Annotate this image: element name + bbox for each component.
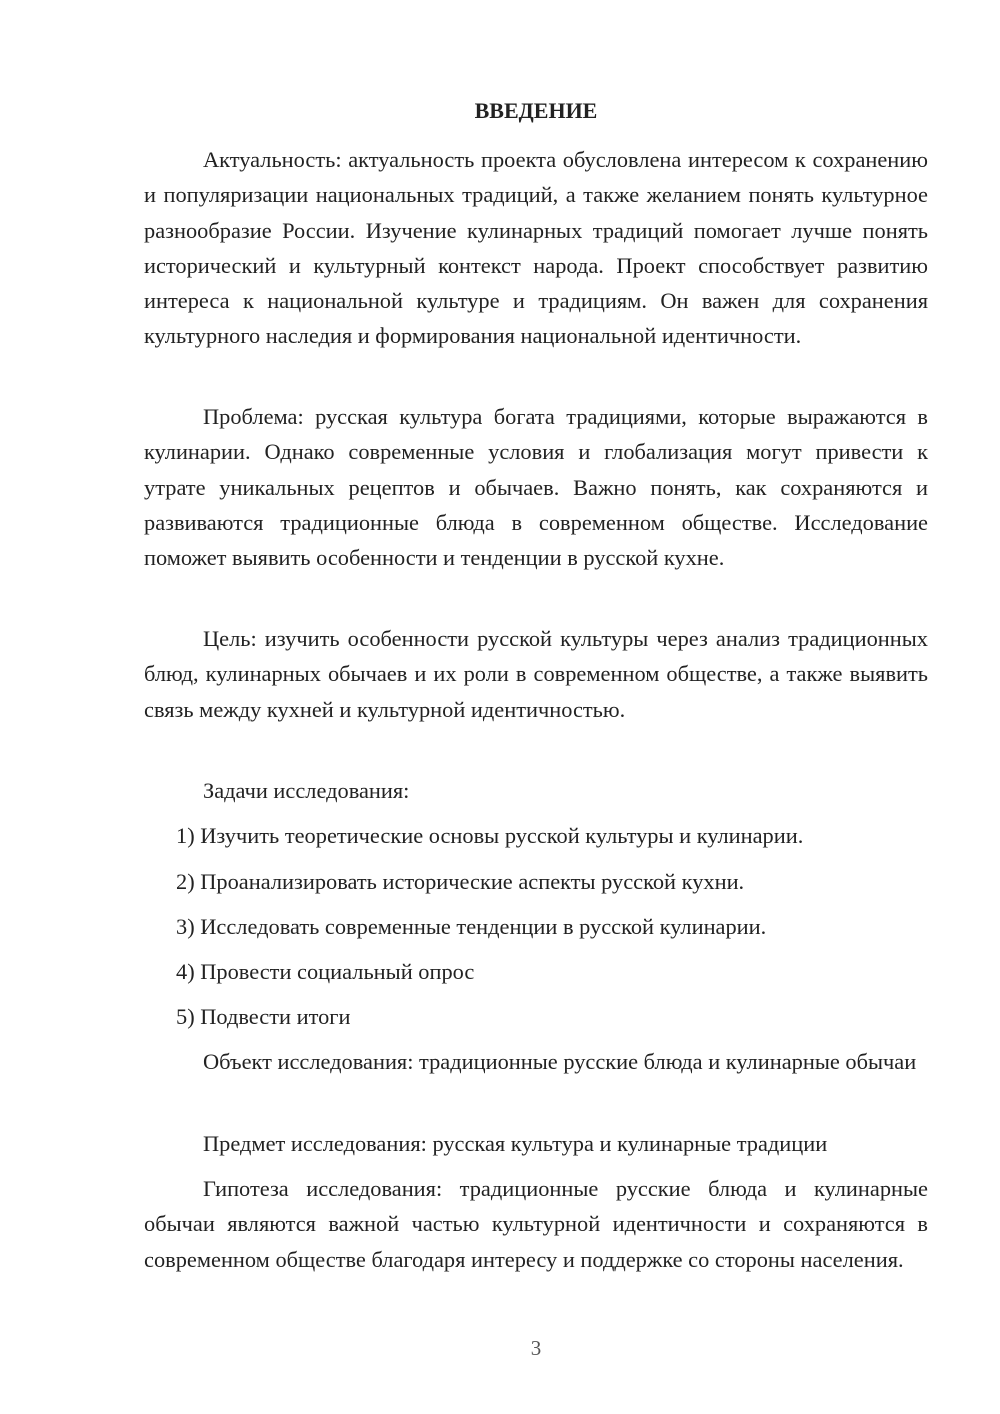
subject-paragraph: Предмет исследования: русская культура и кулинарные традиции — [203, 1131, 828, 1156]
task-item: 4) Провести социальный опрос — [176, 959, 475, 984]
goal-paragraph: Цель: изучить особенности русской культуры через анализ традиционных блюд, кулинарных обычаев и их роли в современном обществе, а также выявить связь между кухней и культурной идентичностью. — [144, 626, 928, 722]
hypothesis-paragraph: Гипотеза исследования: традиционные русские блюда и кулинарные обычаи являются важной частью культурной идентичности и сохраняются в современном обществе благодаря интересу и поддержке со стороны населения. — [144, 1176, 928, 1272]
relevance-paragraph: Актуальность: актуальность проекта обусловлена интересом к сохранению и популяризации национальных традиций, а также желанием понять культурное разнообразие России. Изучение кулинарных традиций помогает лучше понять исторический и культурный контекст народа. Проект способствует развитию интереса к национальной культуре и традициям. Он важен для сохранения культурного наследия и формирования национальной идентичности. — [144, 147, 928, 349]
object-paragraph: Объект исследования: традиционные русские блюда и кулинарные обычаи — [203, 1049, 917, 1074]
page-title: ВВЕДЕНИЕ — [474, 98, 598, 123]
task-item: 2) Проанализировать исторические аспекты русской кухни. — [176, 869, 745, 894]
tasks-heading: Задачи исследования: — [203, 778, 410, 803]
task-item: 3) Исследовать современные тенденции в русской кулинарии. — [176, 914, 767, 939]
task-item: 1) Изучить теоретические основы русской культуры и кулинарии. — [176, 823, 804, 848]
document-page — [144, 0, 928, 1414]
problem-paragraph: Проблема: русская культура богата традициями, которые выражаются в кулинарии. Однако современные условия и глобализация могут привести к утрате уникальных рецептов и обычаев. Важно понять, как сохраняются и развиваются традиционные блюда в современном обществе. Исследование поможет выявить особенности и тенденции в русской кухне. — [144, 404, 928, 571]
page-number: 3 — [530, 1336, 542, 1360]
task-item: 5) Подвести итоги — [176, 1004, 351, 1029]
